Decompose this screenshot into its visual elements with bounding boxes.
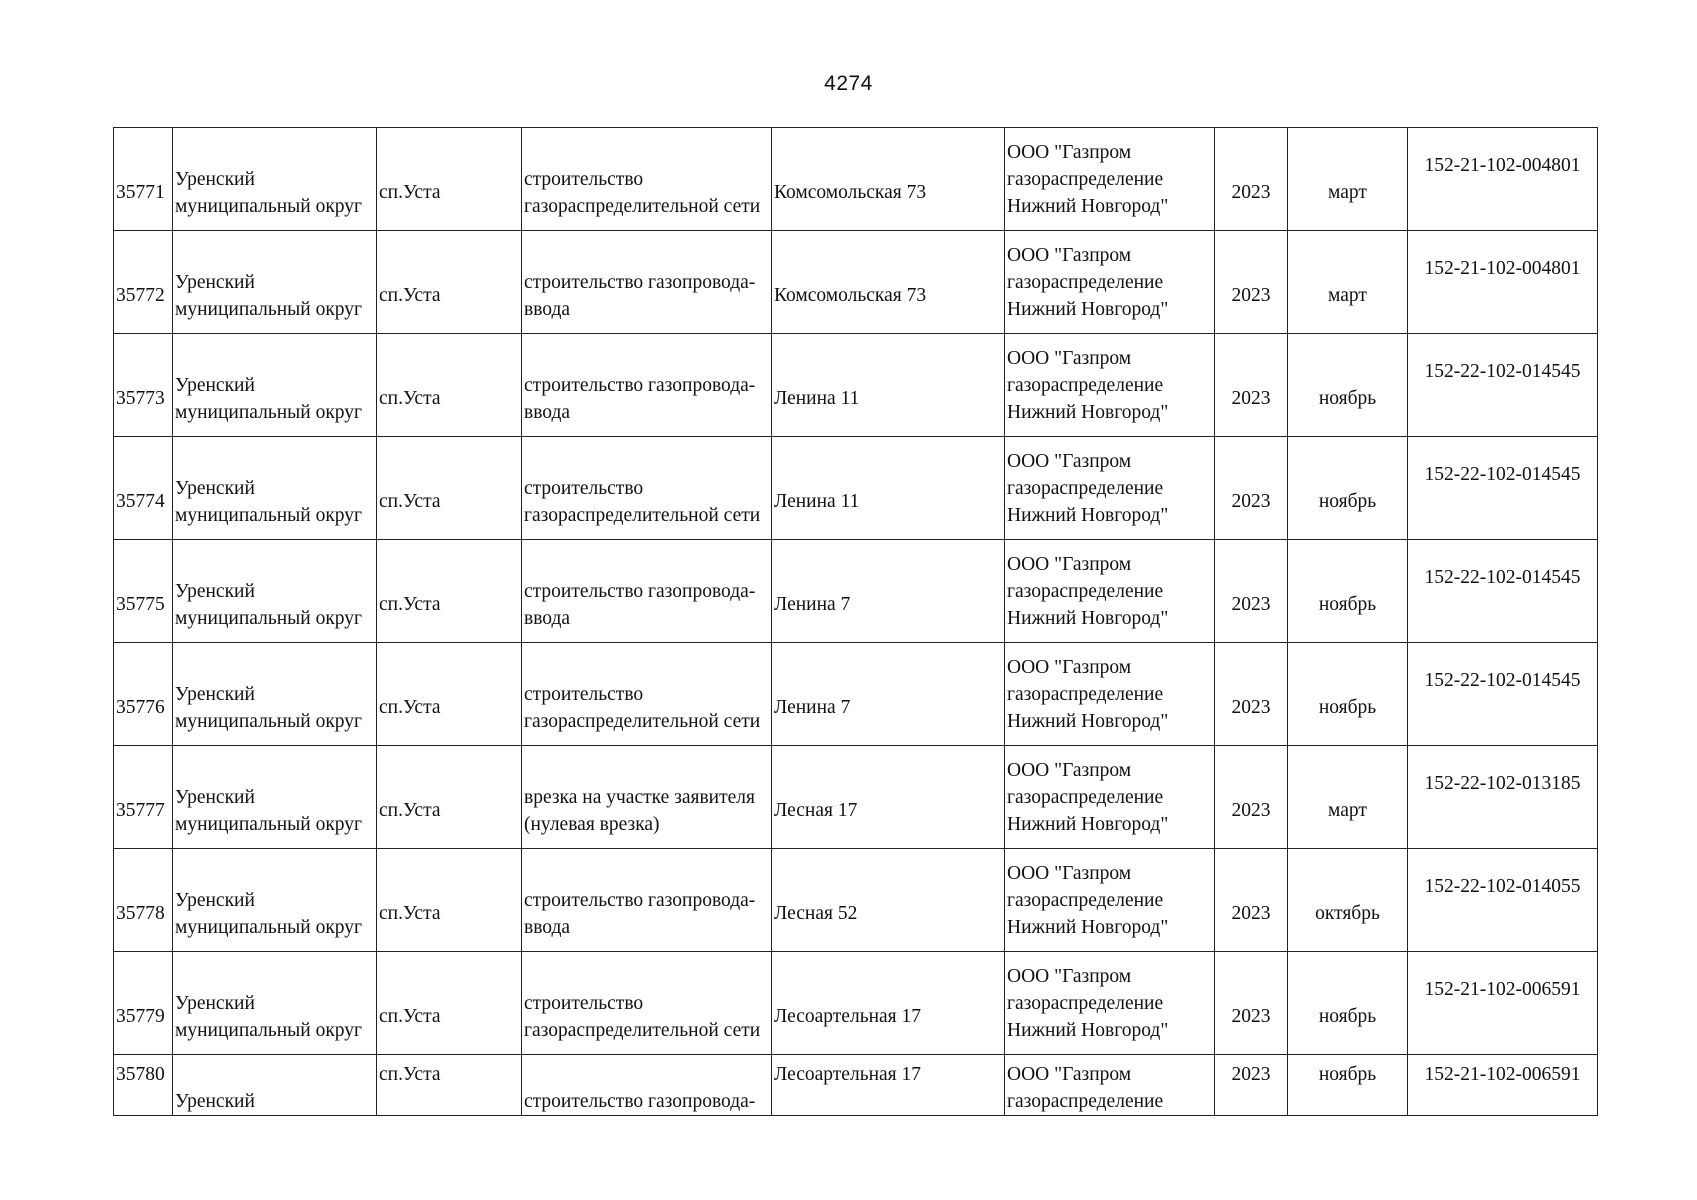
settlement: сп.Уста — [379, 1064, 441, 1085]
cell-month — [1288, 1055, 1408, 1116]
district-line-1: Уренский — [175, 889, 255, 911]
cell-settlement — [377, 643, 522, 746]
district-line-1: Уренский — [175, 271, 255, 293]
district-line-2: муниципальный округ — [175, 813, 363, 835]
cell-code — [1408, 849, 1598, 952]
table-row — [114, 849, 1598, 952]
organization-line-2: газораспределение — [1007, 374, 1164, 396]
settlement: сп.Уста — [379, 491, 441, 512]
cell-code — [1408, 952, 1598, 1055]
cell-code — [1408, 1055, 1598, 1116]
cell-year — [1215, 746, 1288, 849]
settlement: сп.Уста — [379, 697, 441, 718]
cell-month — [1288, 746, 1408, 849]
cell-district — [173, 540, 377, 643]
year: 2023 — [1231, 800, 1271, 821]
row-number: 35779 — [116, 1006, 165, 1027]
cell-settlement — [377, 128, 522, 231]
address: Ленина 7 — [774, 594, 851, 615]
registration-code: 152-22-102-014055 — [1424, 876, 1581, 897]
cell-district — [173, 746, 377, 849]
cell-number — [114, 437, 173, 540]
address: Ленина 7 — [774, 697, 851, 718]
year: 2023 — [1231, 903, 1271, 924]
table-row — [114, 540, 1598, 643]
cell-settlement — [377, 1055, 522, 1116]
organization-line-2: газораспределение — [1007, 786, 1164, 808]
month: ноябрь — [1318, 1064, 1377, 1085]
cell-number — [114, 849, 173, 952]
cell-work-type — [522, 952, 772, 1055]
table-body — [114, 128, 1598, 1116]
settlement: сп.Уста — [379, 1006, 441, 1027]
organization-line-1: ООО "Газпром — [1007, 347, 1132, 369]
settlement: сп.Уста — [379, 800, 441, 821]
address: Лесоартельная 17 — [774, 1006, 922, 1027]
table-row — [114, 128, 1598, 231]
cell-code — [1408, 128, 1598, 231]
cell-work-type — [522, 746, 772, 849]
settlement: сп.Уста — [379, 903, 441, 924]
organization-line-3: Нижний Новгород" — [1007, 710, 1169, 732]
month: март — [1328, 285, 1367, 306]
registration-code: 152-22-102-014545 — [1424, 361, 1581, 382]
organization-line-1: ООО "Газпром — [1007, 656, 1132, 678]
table-row — [114, 437, 1598, 540]
district-line-2: муниципальный округ — [175, 504, 363, 526]
cell-address — [772, 128, 1005, 231]
work-type-line-1: строительство — [524, 477, 644, 499]
organization-line-3: Нижний Новгород" — [1007, 607, 1169, 629]
cell-district — [173, 231, 377, 334]
organization-line-1: ООО "Газпром — [1007, 759, 1132, 781]
cell-work-type — [522, 231, 772, 334]
cell-address — [772, 952, 1005, 1055]
row-number: 35776 — [116, 697, 165, 718]
organization-line-2: газораспределение — [1007, 889, 1164, 911]
address: Лесная 52 — [774, 903, 858, 924]
table-row — [114, 1055, 1598, 1116]
table-row — [114, 746, 1598, 849]
cell-number — [114, 952, 173, 1055]
work-type-line-1: строительство — [524, 683, 644, 705]
district-line-1: Уренский — [175, 992, 255, 1014]
organization-line-2: газораспределение — [1007, 1091, 1164, 1112]
registration-code: 152-21-102-004801 — [1424, 258, 1581, 279]
organization-line-3: Нижний Новгород" — [1007, 401, 1169, 423]
row-number: 35773 — [116, 388, 165, 409]
year: 2023 — [1231, 1064, 1271, 1085]
address: Комсомольская 73 — [774, 182, 927, 203]
organization-line-1: ООО "Газпром — [1007, 141, 1132, 163]
organization-line-1: ООО "Газпром — [1007, 244, 1132, 266]
organization-line-3: Нижний Новгород" — [1007, 504, 1169, 526]
organization-line-1: ООО "Газпром — [1007, 450, 1132, 472]
cell-address — [772, 849, 1005, 952]
cell-number — [114, 643, 173, 746]
month: ноябрь — [1318, 388, 1377, 409]
cell-month — [1288, 643, 1408, 746]
row-number: 35774 — [116, 491, 165, 512]
cell-organization — [1005, 643, 1215, 746]
cell-number — [114, 231, 173, 334]
organization-line-1: ООО "Газпром — [1007, 862, 1132, 884]
cell-code — [1408, 231, 1598, 334]
district-line-1: Уренский — [175, 168, 255, 190]
cell-organization — [1005, 128, 1215, 231]
table-row — [114, 643, 1598, 746]
settlement: сп.Уста — [379, 182, 441, 203]
cell-number — [114, 746, 173, 849]
cell-district — [173, 334, 377, 437]
month: октябрь — [1315, 903, 1380, 924]
work-type-line-1: строительство газопровода- — [524, 889, 756, 911]
work-type-line-2: газораспределительной сети — [524, 1019, 761, 1041]
year: 2023 — [1231, 1006, 1271, 1027]
cell-work-type — [522, 643, 772, 746]
cell-settlement — [377, 231, 522, 334]
cell-work-type — [522, 437, 772, 540]
cell-month — [1288, 849, 1408, 952]
organization-line-2: газораспределение — [1007, 271, 1164, 293]
district-line-1: Уренский — [175, 1091, 255, 1112]
cell-month — [1288, 540, 1408, 643]
cell-month — [1288, 231, 1408, 334]
year: 2023 — [1231, 285, 1271, 306]
cell-number — [114, 128, 173, 231]
work-type-line-2: ввода — [524, 607, 571, 629]
work-type-line-2: ввода — [524, 916, 571, 938]
registration-code: 152-22-102-014545 — [1424, 670, 1581, 691]
district-line-1: Уренский — [175, 786, 255, 808]
district-line-2: муниципальный округ — [175, 710, 363, 732]
table-row — [114, 334, 1598, 437]
cell-month — [1288, 437, 1408, 540]
cell-organization — [1005, 746, 1215, 849]
cell-code — [1408, 540, 1598, 643]
district-line-2: муниципальный округ — [175, 607, 363, 629]
cell-organization — [1005, 334, 1215, 437]
organization-line-2: газораспределение — [1007, 683, 1164, 705]
cell-work-type — [522, 334, 772, 437]
month: ноябрь — [1318, 594, 1377, 615]
cell-address — [772, 540, 1005, 643]
district-line-1: Уренский — [175, 683, 255, 705]
work-type-line-1: строительство газопровода- — [524, 1091, 756, 1112]
cell-number — [114, 540, 173, 643]
row-number: 35775 — [116, 594, 165, 615]
cell-address — [772, 437, 1005, 540]
cell-code — [1408, 643, 1598, 746]
district-line-2: муниципальный округ — [175, 916, 363, 938]
cell-settlement — [377, 746, 522, 849]
address: Комсомольская 73 — [774, 285, 927, 306]
settlement: сп.Уста — [379, 594, 441, 615]
registration-code: 152-22-102-014545 — [1424, 567, 1581, 588]
cell-address — [772, 1055, 1005, 1116]
address: Лесная 17 — [774, 800, 858, 821]
district-line-2: муниципальный округ — [175, 1019, 363, 1041]
cell-year — [1215, 128, 1288, 231]
work-type-line-1: строительство — [524, 168, 644, 190]
district-line-1: Уренский — [175, 580, 255, 602]
registration-code: 152-21-102-006591 — [1424, 1064, 1581, 1085]
district-line-2: муниципальный округ — [175, 401, 363, 423]
work-type-line-2: (нулевая врезка) — [524, 813, 660, 835]
district-line-2: муниципальный округ — [175, 298, 363, 320]
registration-code: 152-22-102-014545 — [1424, 464, 1581, 485]
cell-settlement — [377, 849, 522, 952]
cell-work-type — [522, 540, 772, 643]
row-number: 35780 — [116, 1064, 165, 1085]
cell-work-type — [522, 128, 772, 231]
year: 2023 — [1231, 697, 1271, 718]
cell-organization — [1005, 952, 1215, 1055]
page-number: 4274 — [824, 72, 873, 95]
cell-address — [772, 643, 1005, 746]
cell-district — [173, 1055, 377, 1116]
organization-line-3: Нижний Новгород" — [1007, 813, 1169, 835]
cell-district — [173, 437, 377, 540]
year: 2023 — [1231, 594, 1271, 615]
year: 2023 — [1231, 182, 1271, 203]
work-type-line-2: газораспределительной сети — [524, 710, 761, 732]
cell-district — [173, 849, 377, 952]
cell-settlement — [377, 952, 522, 1055]
organization-line-1: ООО "Газпром — [1007, 1064, 1132, 1085]
cell-year — [1215, 334, 1288, 437]
cell-year — [1215, 952, 1288, 1055]
cell-month — [1288, 334, 1408, 437]
cell-district — [173, 643, 377, 746]
cell-district — [173, 952, 377, 1055]
cell-code — [1408, 746, 1598, 849]
district-line-2: муниципальный округ — [175, 195, 363, 217]
registration-code: 152-22-102-013185 — [1424, 773, 1581, 794]
table-row — [114, 952, 1598, 1055]
address: Ленина 11 — [774, 491, 860, 512]
row-number: 35772 — [116, 285, 165, 306]
work-type-line-1: строительство газопровода- — [524, 271, 756, 293]
organization-line-1: ООО "Газпром — [1007, 965, 1132, 987]
organization-line-2: газораспределение — [1007, 992, 1164, 1014]
cell-district — [173, 128, 377, 231]
work-type-line-1: строительство газопровода- — [524, 374, 756, 396]
registration-code: 152-21-102-004801 — [1424, 155, 1581, 176]
work-type-line-2: газораспределительной сети — [524, 504, 761, 526]
cell-year — [1215, 1055, 1288, 1116]
cell-year — [1215, 849, 1288, 952]
month: ноябрь — [1318, 1006, 1377, 1027]
cell-month — [1288, 952, 1408, 1055]
cell-organization — [1005, 231, 1215, 334]
month: ноябрь — [1318, 491, 1377, 512]
organization-line-3: Нижний Новгород" — [1007, 298, 1169, 320]
district-line-1: Уренский — [175, 374, 255, 396]
cell-address — [772, 334, 1005, 437]
cell-code — [1408, 437, 1598, 540]
work-type-line-2: ввода — [524, 401, 571, 423]
year: 2023 — [1231, 388, 1271, 409]
organization-line-2: газораспределение — [1007, 168, 1164, 190]
work-type-line-1: строительство газопровода- — [524, 580, 756, 602]
cell-organization — [1005, 849, 1215, 952]
year: 2023 — [1231, 491, 1271, 512]
cell-work-type — [522, 849, 772, 952]
cell-settlement — [377, 437, 522, 540]
month: март — [1328, 800, 1367, 821]
organization-line-2: газораспределение — [1007, 580, 1164, 602]
work-type-line-1: врезка на участке заявителя — [524, 786, 755, 808]
row-number: 35777 — [116, 800, 165, 821]
row-number: 35778 — [116, 903, 165, 924]
cell-month — [1288, 128, 1408, 231]
work-type-line-2: ввода — [524, 298, 571, 320]
cell-address — [772, 746, 1005, 849]
cell-code — [1408, 334, 1598, 437]
registration-code: 152-21-102-006591 — [1424, 979, 1581, 1000]
cell-year — [1215, 540, 1288, 643]
organization-line-3: Нижний Новгород" — [1007, 195, 1169, 217]
cell-number — [114, 334, 173, 437]
cell-settlement — [377, 334, 522, 437]
table-row — [114, 231, 1598, 334]
organization-line-1: ООО "Газпром — [1007, 553, 1132, 575]
organization-line-3: Нижний Новгород" — [1007, 916, 1169, 938]
organization-line-3: Нижний Новгород" — [1007, 1019, 1169, 1041]
cell-work-type — [522, 1055, 772, 1116]
month: март — [1328, 182, 1367, 203]
cell-year — [1215, 643, 1288, 746]
cell-year — [1215, 231, 1288, 334]
month: ноябрь — [1318, 697, 1377, 718]
cell-address — [772, 231, 1005, 334]
settlement: сп.Уста — [379, 388, 441, 409]
cell-organization — [1005, 540, 1215, 643]
work-type-line-2: газораспределительной сети — [524, 195, 761, 217]
cell-year — [1215, 437, 1288, 540]
gasification-register-table — [113, 127, 1598, 1116]
cell-organization — [1005, 437, 1215, 540]
row-number: 35771 — [116, 182, 165, 203]
district-line-1: Уренский — [175, 477, 255, 499]
organization-line-2: газораспределение — [1007, 477, 1164, 499]
cell-organization — [1005, 1055, 1215, 1116]
address: Ленина 11 — [774, 388, 860, 409]
cell-settlement — [377, 540, 522, 643]
address: Лесоартельная 17 — [774, 1064, 922, 1085]
cell-number — [114, 1055, 173, 1116]
work-type-line-1: строительство — [524, 992, 644, 1014]
settlement: сп.Уста — [379, 285, 441, 306]
